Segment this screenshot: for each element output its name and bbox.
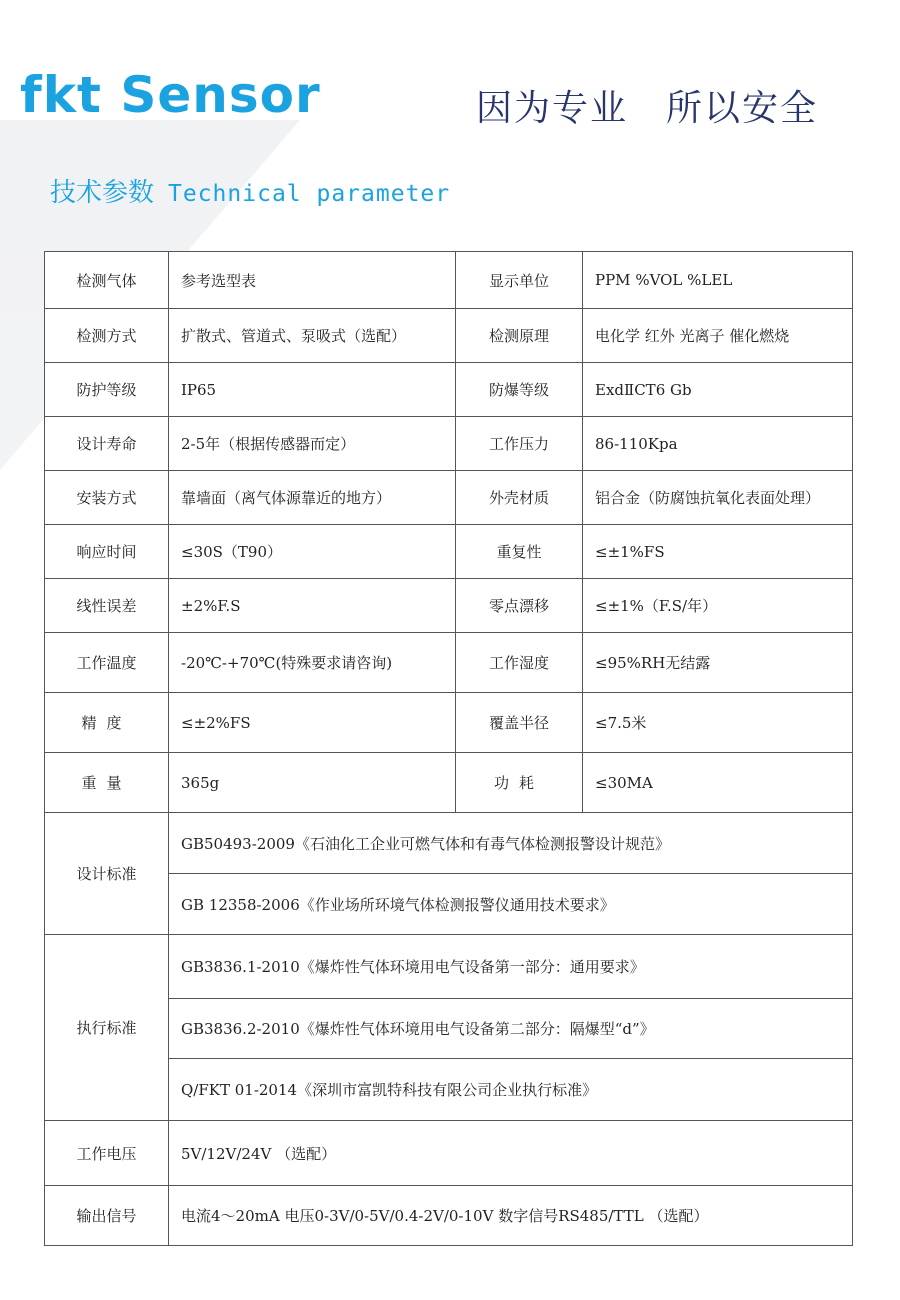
spec-value: ≤30MA: [583, 753, 853, 813]
output-label: 输出信号: [45, 1186, 169, 1246]
spec-value: 靠墙面（离气体源靠近的地方）: [169, 471, 456, 525]
spec-value: ≤±2%FS: [169, 693, 456, 753]
spec-label: 零点漂移: [456, 579, 583, 633]
spec-value: 电化学 红外 光离子 催化燃烧: [583, 309, 853, 363]
section-title-zh: 技术参数: [50, 178, 155, 208]
spec-label: 工作湿度: [456, 633, 583, 693]
spec-value: ±2%F.S: [169, 579, 456, 633]
table-row: [45, 417, 853, 471]
exec-standard-label: 执行标准: [45, 935, 169, 1121]
spec-value: ≤95%RH无结露: [583, 633, 853, 693]
spec-label: 精度: [45, 693, 169, 753]
spec-label: 设计寿命: [45, 417, 169, 471]
spec-value: 铝合金（防腐蚀抗氧化表面处理）: [583, 471, 853, 525]
spec-label: 响应时间: [45, 525, 169, 579]
spec-value: 扩散式、管道式、泵吸式（选配）: [169, 309, 456, 363]
table-row: [45, 693, 853, 753]
spec-label: 线性误差: [45, 579, 169, 633]
spec-table: [44, 251, 853, 1246]
exec-standard-item: GB3836.1-2010《爆炸性气体环境用电气设备第一部分：通用要求》: [169, 935, 853, 999]
spec-label: 功耗: [456, 753, 583, 813]
design-standard-item: GB50493-2009《石油化工企业可燃气体和有毒气体检测报警设计规范》: [169, 813, 853, 874]
table-row: [45, 525, 853, 579]
exec-standard-item: Q/FKT 01-2014《深圳市富凯特科技有限公司企业执行标准》: [169, 1059, 853, 1121]
voltage-label: 工作电压: [45, 1121, 169, 1186]
table-row: [45, 633, 853, 693]
spec-value: IP65: [169, 363, 456, 417]
spec-value: 参考选型表: [169, 252, 456, 309]
table-row: [45, 363, 853, 417]
spec-label: 工作温度: [45, 633, 169, 693]
spec-label: 防护等级: [45, 363, 169, 417]
spec-label: 检测气体: [45, 252, 169, 309]
spec-value: ExdⅡCT6 Gb: [583, 363, 853, 417]
spec-value: -20℃-+70℃(特殊要求请咨询): [169, 633, 456, 693]
spec-value: ≤±1%FS: [583, 525, 853, 579]
spec-label: 安装方式: [45, 471, 169, 525]
spec-label: 外壳材质: [456, 471, 583, 525]
spec-label: 防爆等级: [456, 363, 583, 417]
table-row: [45, 813, 853, 874]
voltage-value: 5V/12V/24V （选配）: [169, 1121, 853, 1186]
spec-label: 覆盖半径: [456, 693, 583, 753]
spec-label: 工作压力: [456, 417, 583, 471]
table-row: [45, 309, 853, 363]
table-row: [45, 935, 853, 999]
brand-logo: fkt Sensor: [20, 66, 321, 124]
exec-standard-item: GB3836.2-2010《爆炸性气体环境用电气设备第二部分：隔爆型“d”》: [169, 999, 853, 1059]
table-row: [45, 252, 853, 309]
spec-value: 2-5年（根据传感器而定）: [169, 417, 456, 471]
spec-value: ≤7.5米: [583, 693, 853, 753]
spec-label: 检测原理: [456, 309, 583, 363]
table-row: [45, 471, 853, 525]
design-standard-item: GB 12358-2006《作业场所环境气体检测报警仪通用技术要求》: [169, 874, 853, 935]
spec-label: 显示单位: [456, 252, 583, 309]
section-title: [50, 172, 450, 209]
spec-value: ≤30S（T90）: [169, 525, 456, 579]
table-row: [45, 579, 853, 633]
output-value: 电流4～20mA 电压0-3V/0-5V/0.4-2V/0-10V 数字信号RS485/TTL （选配）: [169, 1186, 853, 1246]
spec-value: ≤±1%（F.S/年）: [583, 579, 853, 633]
spec-label: 重复性: [456, 525, 583, 579]
spec-value: PPM %VOL %LEL: [583, 252, 853, 309]
table-row: [45, 753, 853, 813]
spec-value: 86-110Kpa: [583, 417, 853, 471]
design-standard-label: 设计标准: [45, 813, 169, 935]
spec-label: 重量: [45, 753, 169, 813]
section-title-en: Technical parameter: [168, 181, 451, 207]
spec-value: 365g: [169, 753, 456, 813]
table-row: [45, 1186, 853, 1246]
slogan: 因为专业 所以安全: [476, 88, 819, 129]
table-row: [45, 1121, 853, 1186]
spec-label: 检测方式: [45, 309, 169, 363]
